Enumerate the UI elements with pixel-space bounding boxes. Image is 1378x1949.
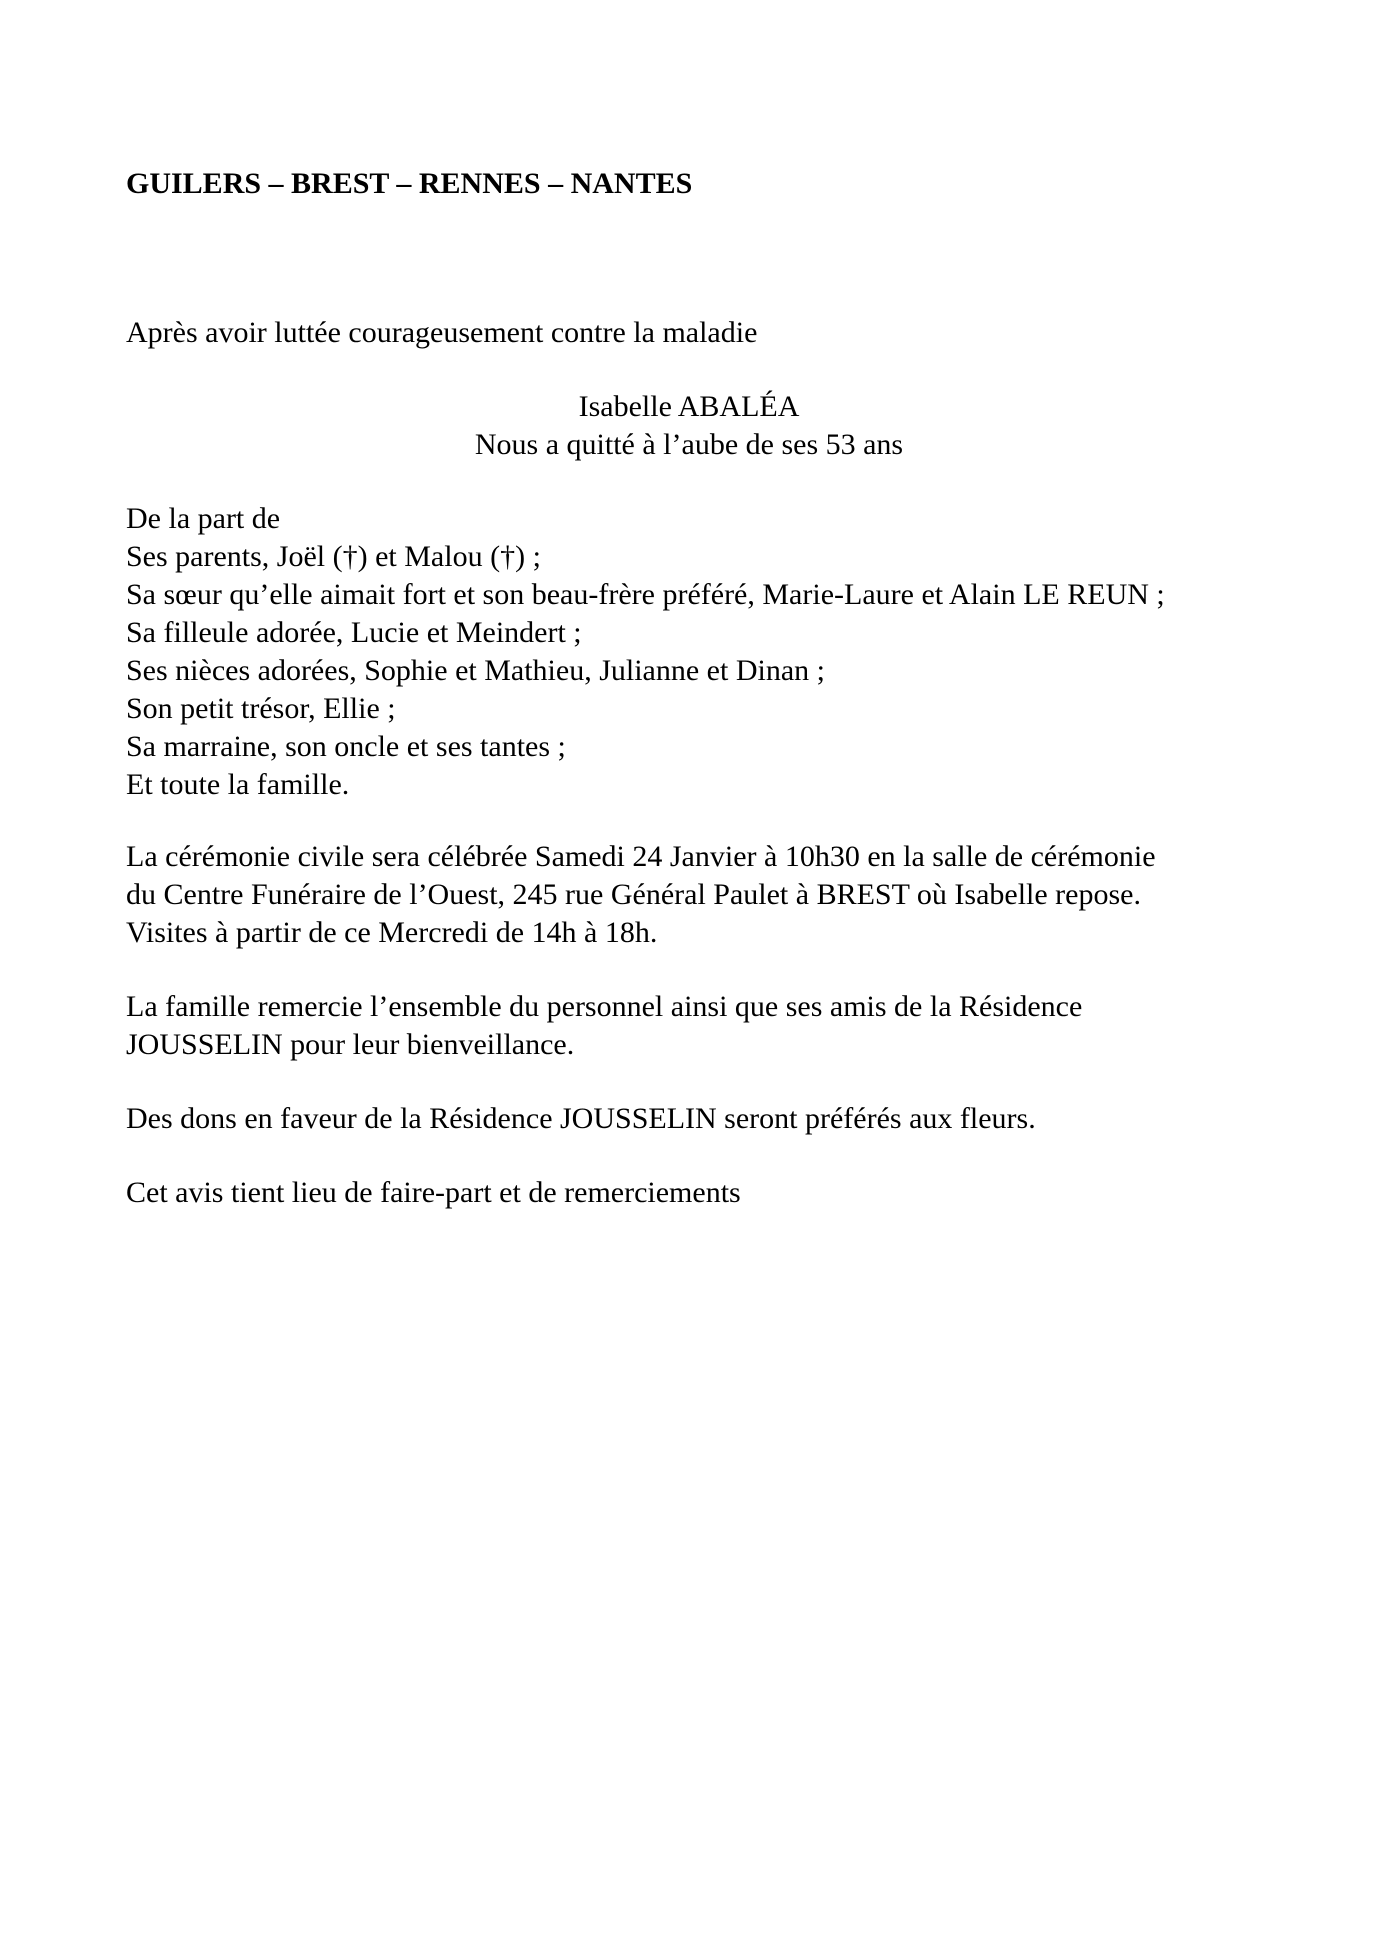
ceremony-line-1: La cérémonie civile sera célébrée Samedi 24 Janvier à 10h30 en la salle de cérémonie — [126, 840, 1156, 873]
intro-line: Après avoir luttée courageusement contre la maladie — [126, 316, 758, 349]
family-line-treasure: Son petit trésor, Ellie ; — [126, 692, 396, 725]
family-line-godmother: Sa marraine, son oncle et ses tantes ; — [126, 730, 566, 763]
ceremony-line-3: Visites à partir de ce Mercredi de 14h à 18h. — [126, 916, 658, 949]
thanks-line-1: La famille remercie l’ensemble du personnel ainsi que ses amis de la Résidence — [126, 990, 1083, 1023]
family-line-all: Et toute la famille. — [126, 768, 350, 801]
family-line-goddaughter: Sa filleule adorée, Lucie et Meindert ; — [126, 616, 582, 649]
deceased-name: Isabelle ABALÉA — [578, 390, 800, 423]
family-line-parents: Ses parents, Joël (†) et Malou (†) ; — [126, 540, 541, 573]
deceased-subtitle: Nous a quitté à l’aube de ses 53 ans — [474, 428, 904, 461]
thanks-line-2: JOUSSELIN pour leur bienveillance. — [126, 1028, 575, 1061]
donations-line: Des dons en faveur de la Résidence JOUSSELIN seront préférés aux fleurs. — [126, 1102, 1036, 1135]
closing-line: Cet avis tient lieu de faire-part et de remerciements — [126, 1176, 741, 1209]
ceremony-line-2: du Centre Funéraire de l’Ouest, 245 rue Général Paulet à BREST où Isabelle repose. — [126, 878, 1141, 911]
family-line-from: De la part de — [126, 502, 281, 535]
family-line-sister: Sa sœur qu’elle aimait fort et son beau-frère préféré, Marie-Laure et Alain LE REUN ; — [126, 578, 1165, 611]
family-line-nieces: Ses nièces adorées, Sophie et Mathieu, Julianne et Dinan ; — [126, 654, 825, 687]
document-heading: GUILERS – BREST – RENNES – NANTES — [126, 167, 693, 200]
